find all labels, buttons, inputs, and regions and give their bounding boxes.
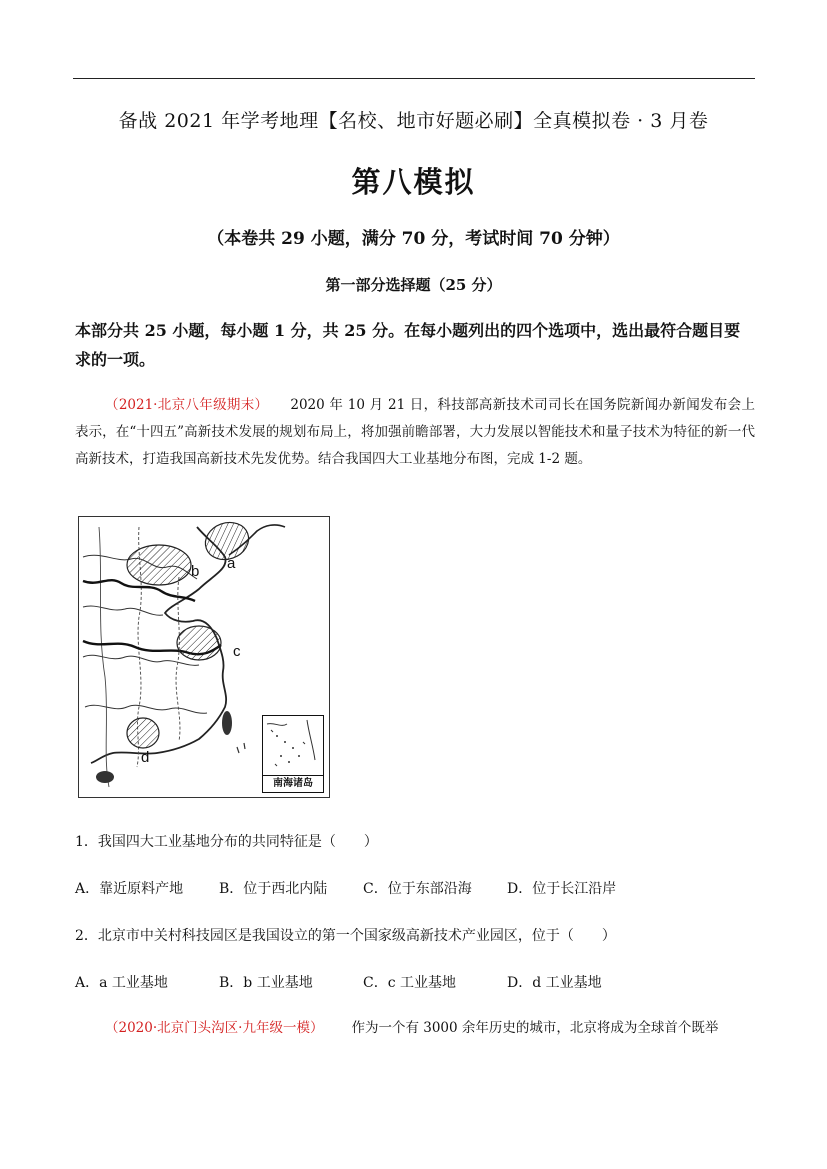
question-2-option-a: A．a 工业基地 [75,975,168,991]
series-title: 备战 2021 年学考地理【名校、地市好题必刷】全真模拟卷 · 3 月卷 [118,110,709,132]
question-1-option-a: A．靠近原料产地 [75,881,184,897]
small-islands [237,743,245,753]
page-title: 第八模拟 [351,165,476,199]
taiwan-island [222,711,232,735]
header-rule [73,78,755,79]
question-2-option-c: C．c 工业基地 [363,975,457,991]
map-label-a: a [227,555,236,572]
question-1-stem: 1．我国四大工业基地分布的共同特征是（ ） [75,834,378,850]
section-title: 第一部分选择题（25 分） [325,276,502,294]
map-label-b: b [191,563,200,580]
exam-info: （本卷共 29 小题，满分 70 分，考试时间 70 分钟） [207,229,620,249]
question-2-option-b: B．b 工业基地 [219,975,313,991]
map-label-d: d [141,749,150,766]
south-china-sea-inset [262,715,324,793]
hainan-island [96,771,114,783]
province-border [83,655,199,665]
question-1-option-c: C．位于东部沿海 [363,881,472,897]
map-label-c: c [233,643,241,660]
section-instruction: 本部分共 25 小题，每小题 1 分，共 25 分。在每小题列出的四个选项中，选出最符合题目要求的一项。 [75,321,741,369]
question-2-option-d: D．d 工业基地 [507,975,602,991]
province-border [83,606,163,615]
inset-label: 南海诸岛 [263,775,323,792]
passage-1-text: 2020 年 10 月 21 日，科技部高新技术司司长在国务院新闻办新闻发布会上表示，在“十四五”高新技术发展的规划布局上，将加强前瞻部署，大力发展以智能技术和量子技术为特征的新一代高新技术，打造我国高新技术先发优势。结合我国四大工业基地分布图，完成 1-2 题。 [75,397,756,467]
inset-drawing [263,716,323,776]
question-2-options [75,972,755,992]
industrial-base-map [78,516,330,798]
passage-1-source: （2021·北京八年级期末） [105,397,269,413]
passage-2-source: （2020·北京门头沟区·九年级一模） [105,1020,324,1036]
industrial-base-b [127,545,191,585]
passage-2-text: 作为一个有 3000 余年历史的城市，北京将成为全球首个既举 [351,1020,719,1036]
question-1-option-d: D．位于长江沿岸 [507,881,617,897]
industrial-base-c [177,626,221,660]
question-2-stem: 2．北京市中关村科技园区是我国设立的第一个国家级高新技术产业园区，位于（ ） [75,928,616,944]
industrial-base-d [127,718,159,748]
question-1-options [75,878,755,898]
province-border [85,705,207,713]
question-1-option-b: B．位于西北内陆 [219,881,328,897]
passage-1 [75,392,755,473]
passage-2 [75,1015,755,1042]
